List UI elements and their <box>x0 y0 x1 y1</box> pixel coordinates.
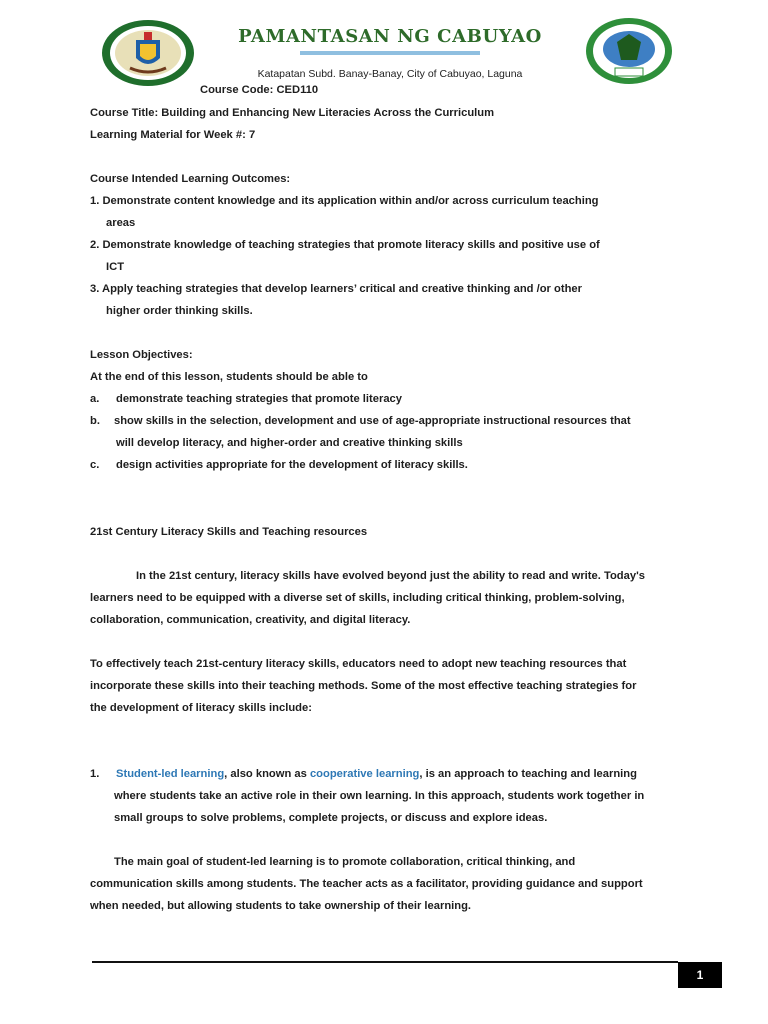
paragraph-1-line-2: learners need to be equipped with a diverse set of skills, including critical thinking, problem-solving, <box>90 592 625 604</box>
outcome-1: 1. Demonstrate content knowledge and its application within and/or across curriculum teaching <box>90 195 599 207</box>
outcome-2-cont: ICT <box>106 261 125 273</box>
learning-week: Learning Material for Week #: 7 <box>90 129 256 141</box>
objective-c: design activities appropriate for the development of literacy skills. <box>116 459 468 471</box>
item-1-line-1 <box>116 768 637 780</box>
paragraph-2-line-3: the development of literacy skills include: <box>90 702 312 714</box>
course-title: Course Title: Building and Enhancing New Literacies Across the Curriculum <box>90 107 495 119</box>
item-1-para-line-1: The main goal of student-led learning is to promote collaboration, critical thinking, and <box>114 856 576 868</box>
outcome-3-cont: higher order thinking skills. <box>106 305 253 317</box>
university-name: PAMANTASAN NG CABUYAO <box>238 26 542 47</box>
paragraph-2-line-1: To effectively teach 21st-century literacy skills, educators need to adopt new teaching resources that <box>90 658 627 670</box>
section-heading: 21st Century Literacy Skills and Teaching resources <box>90 526 368 538</box>
student-led-learning-term: Student-led learning <box>116 768 225 780</box>
paragraph-1-line-3: collaboration, communication, creativity, and digital literacy. <box>90 614 411 626</box>
objective-b-marker: b. <box>90 415 100 427</box>
item-1-para-line-2: communication skills among students. The teacher acts as a facilitator, providing guidance and support <box>90 878 643 890</box>
item-1-para-line-3: when needed, but allowing students to take ownership of their learning. <box>90 900 472 912</box>
item-1-line-2: where students take an active role in their own learning. In this approach, students work together in <box>114 790 645 802</box>
outcome-3: 3. Apply teaching strategies that develop learners’ critical and creative thinking and /or other <box>90 283 582 295</box>
objective-b-cont: will develop literacy, and higher-order and creative thinking skills <box>116 437 463 449</box>
item-1-mid-text: , also known as <box>224 768 310 780</box>
paragraph-1-line-1: In the 21st century, literacy skills have evolved beyond just the ability to read and write. Today's <box>136 570 645 582</box>
objective-c-marker: c. <box>90 459 100 471</box>
page-number: 1 <box>678 962 722 988</box>
objective-b: show skills in the selection, development and use of age-appropriate instructional resources that <box>114 415 631 427</box>
university-address: Katapatan Subd. Banay-Banay, City of Cabuyao, Laguna <box>257 68 523 80</box>
outcomes-heading: Course Intended Learning Outcomes: <box>90 173 291 185</box>
item-1-rest-text: , is an approach to teaching and learning <box>419 768 637 780</box>
objective-a: demonstrate teaching strategies that promote literacy <box>116 393 402 405</box>
paragraph-2-line-2: incorporate these skills into their teaching methods. Some of the most effective teaching strategies for <box>90 680 637 692</box>
college-seal-icon <box>585 16 673 86</box>
cooperative-learning-term: cooperative learning <box>309 768 420 780</box>
outcome-2: 2. Demonstrate knowledge of teaching strategies that promote literacy skills and positive use of <box>90 239 600 251</box>
university-seal-icon <box>100 18 196 88</box>
subtitle-stripe <box>300 50 480 56</box>
course-code: Course Code: CED110 <box>200 84 319 96</box>
objectives-intro: At the end of this lesson, students should be able to <box>90 371 368 383</box>
footer-rule <box>92 961 678 963</box>
outcome-1-cont: areas <box>106 217 136 229</box>
objective-a-marker: a. <box>90 393 100 405</box>
objectives-heading: Lesson Objectives: <box>90 349 193 361</box>
item-1-marker: 1. <box>90 768 100 780</box>
item-1-line-3: small groups to solve problems, complete projects, or discuss and explore ideas. <box>114 812 548 824</box>
